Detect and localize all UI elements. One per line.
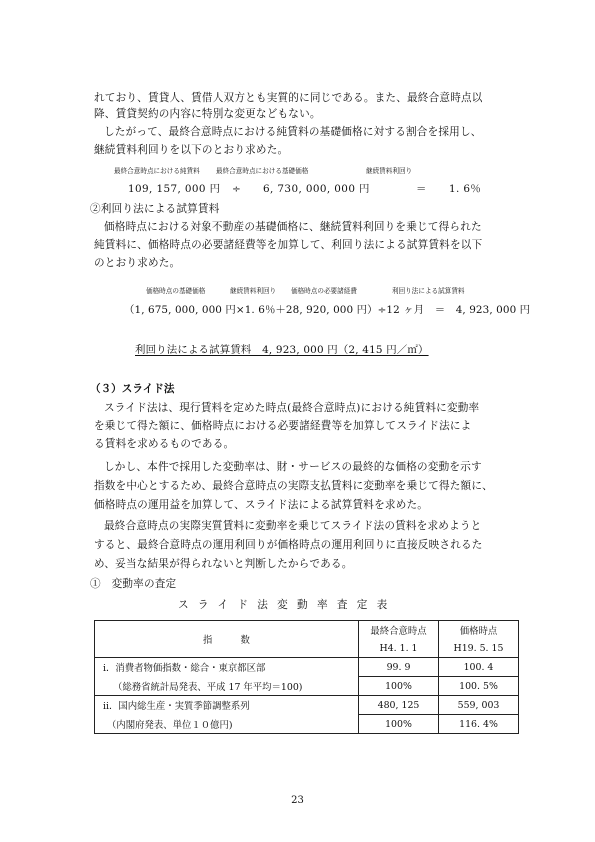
header-final-agreement: 最終合意時点 bbox=[359, 621, 439, 640]
paragraph-line: すると、最終合意時点の運用利回りが価格時点の運用利回りに直接反映されるた bbox=[94, 539, 483, 551]
table-title: スライド法変動率査定表 bbox=[178, 599, 397, 611]
formula-operator-equals: ＝ bbox=[416, 183, 427, 195]
formula-label-yield: 継続賃料利回り bbox=[230, 287, 277, 295]
paragraph-line: れており、賃貸人、賃借人双方とも実質的に同じである。また、最終合意時点以 bbox=[94, 92, 483, 104]
row-current-value: 100. 5% bbox=[439, 677, 519, 696]
paragraph-line: 最終合意時点の実際実質賃料に変動率を乗じてスライド法の賃料を求めようと bbox=[104, 520, 482, 532]
paragraph-line: 継続賃料利回りを以下のとおり求めた。 bbox=[94, 144, 289, 156]
subsection-title: ① 変動率の査定 bbox=[90, 578, 177, 590]
row-name: （内閣府発表、単位１０億円) bbox=[95, 715, 359, 734]
table-row bbox=[95, 677, 519, 696]
formula-value-yield: 1. 6％ bbox=[449, 183, 482, 195]
change-rate-table bbox=[94, 620, 519, 734]
header-valuation-date-value: H19. 5. 15 bbox=[439, 639, 519, 658]
formula-expression: （1, 675, 000, 000 円×1. 6％＋28, 920, 000 円）÷12 ヶ月 ＝ 4, 923, 000 円 bbox=[124, 304, 531, 316]
paragraph-line: スライド法は、現行賃料を定めた時点(最終合意時点)における純賃料に変動率 bbox=[104, 402, 480, 414]
formula-label-yield: 継続賃料利回り bbox=[366, 167, 413, 175]
header-valuation-date: 価格時点 bbox=[439, 621, 519, 640]
page-number: 23 bbox=[291, 795, 304, 806]
row-name: ⅱ．国内総生産・実質季節調整系列 bbox=[95, 696, 359, 715]
header-final-agreement-date: H4. 1. 1 bbox=[359, 639, 439, 658]
paragraph-line: 純賃料に、価格時点の必要諸経費等を加算して、利回り法による試算賃料を以下 bbox=[94, 239, 483, 251]
formula-value-net-rent: 109, 157, 000 円 bbox=[128, 183, 221, 195]
row-current-value: 559, 003 bbox=[439, 696, 519, 715]
row-final-value: 100% bbox=[359, 715, 439, 734]
formula-label-net-rent: 最終合意時点における純賃料 bbox=[114, 167, 200, 175]
section-title: ②利回り法による試算賃料 bbox=[90, 203, 220, 215]
paragraph-line: 価格時点における対象不動産の基礎価格に、継続賃料利回りを乗じて得られた bbox=[104, 221, 482, 233]
formula-value-base-price: 6, 730, 000, 000 円 bbox=[263, 183, 370, 195]
paragraph-line: したがって、最終合意時点における純賃料の基礎価格に対する割合を採用し、 bbox=[104, 126, 482, 138]
table-row bbox=[95, 658, 519, 677]
paragraph-line: る賃料を求めるものである。 bbox=[94, 438, 235, 450]
paragraph-line: 指数を中心とするため、最終合意時点の実際支払賃料に変動率を乗じて得た額に、 bbox=[94, 480, 493, 492]
formula-operator-divide: ÷ bbox=[232, 183, 242, 195]
table-row bbox=[95, 715, 519, 734]
table-row bbox=[95, 696, 519, 715]
row-name: （総務省統計局発表、平成 17 年平均＝100) bbox=[95, 677, 359, 696]
formula-label-base-price: 最終合意時点における基礎価格 bbox=[216, 167, 309, 175]
row-final-value: 100% bbox=[359, 677, 439, 696]
paragraph-line: め、妥当な結果が得られないと判断したからである。 bbox=[94, 558, 353, 570]
paragraph-line: のとおり求めた。 bbox=[94, 257, 181, 269]
row-final-value: 480, 125 bbox=[359, 696, 439, 715]
row-current-value: 100. 4 bbox=[439, 658, 519, 677]
formula-label-trial-rent: 利回り法による試算賃料 bbox=[392, 287, 465, 295]
row-current-value: 116. 4% bbox=[439, 715, 519, 734]
row-final-value: 99. 9 bbox=[359, 658, 439, 677]
paragraph-line: 降、賃貸契約の内容に特別な変更などもない。 bbox=[94, 108, 321, 120]
paragraph-line: しかし、本件で採用した変動率は、財・サービスの最終的な価格の変動を示す bbox=[104, 461, 482, 473]
row-name: ⅰ．消費者物価指数・総合・東京都区部 bbox=[95, 658, 359, 677]
paragraph-line: を乗じて得た額に、価格時点における必要諸経費等を加算してスライド法によ bbox=[94, 420, 472, 432]
section-heading: （３）スライド法 bbox=[90, 383, 175, 395]
table-header-row bbox=[95, 621, 519, 640]
trial-rent-result: 利回り法による試算賃料 4, 923, 000 円（2, 415 円／㎡） bbox=[135, 344, 429, 356]
formula-label-expenses: 価格時点の必要諸経費 bbox=[291, 287, 357, 295]
formula-label-base-price: 価格時点の基礎価格 bbox=[146, 287, 206, 295]
paragraph-line: 価格時点の運用益を加算して、スライド法による試算賃料を求めた。 bbox=[94, 499, 429, 511]
header-index: 指 数 bbox=[95, 621, 359, 658]
